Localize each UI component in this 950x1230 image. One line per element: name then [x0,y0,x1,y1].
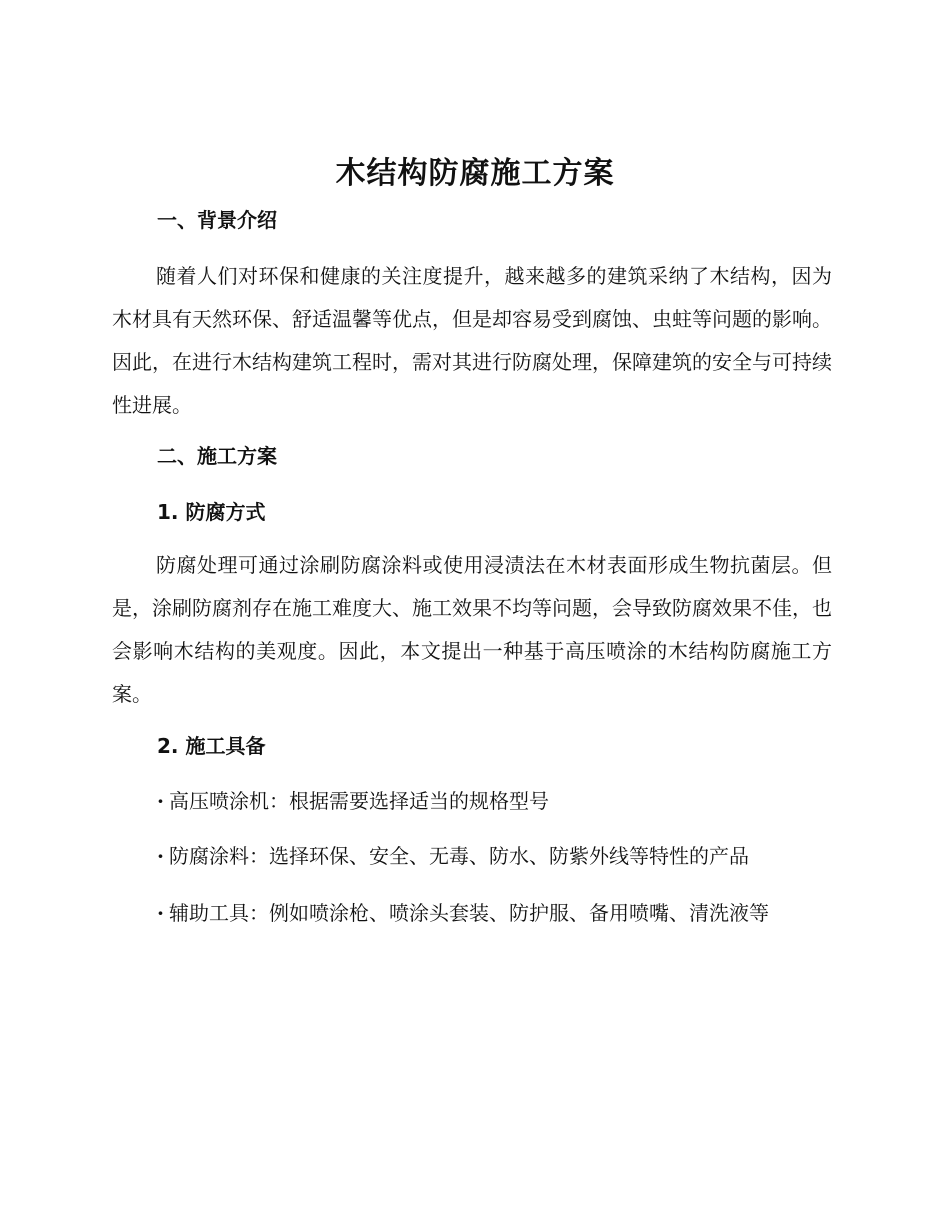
subsection-heading-method: 1. 防腐方式 [157,500,266,524]
equipment-list-item [157,898,769,928]
bullet-marker: · [157,901,164,925]
section-heading-plan: 二、施工方案 [157,444,277,468]
equipment-item-text: 高压喷涂机：根据需要选择适当的规格型号 [169,789,549,813]
bullet-marker: · [157,844,164,868]
subsection-heading-equipment: 2. 施工具备 [157,734,266,758]
section-heading-background: 一、背景介绍 [157,208,277,232]
equipment-item-text: 辅助工具：例如喷涂枪、喷涂头套装、防护服、备用喷嘴、清洗液等 [169,901,769,925]
document-title: 木结构防腐施工方案 [335,156,615,191]
method-paragraph: 防腐处理可通过涂刷防腐涂料或使用浸渍法在木材表面形成生物抗菌层。但是，涂刷防腐剂存在施工难度大、施工效果不均等问题，会导致防腐效果不佳，也会影响木结构的美观度。因此，本文提出一种基于高压喷涂的木结构防腐施工方案。 [112,553,832,706]
equipment-item-text: 防腐涂料：选择环保、安全、无毒、防水、防紫外线等特性的产品 [169,844,749,868]
bullet-marker: · [157,789,164,813]
background-paragraph: 随着人们对环保和健康的关注度提升，越来越多的建筑采纳了木结构，因为木材具有天然环保、舒适温馨等优点，但是却容易受到腐蚀、虫蛀等问题的影响。因此，在进行木结构建筑工程时，需对其进行防腐处理，保障建筑的安全与可持续性进展。 [112,264,832,417]
equipment-list-item [157,841,749,871]
equipment-list-item [157,786,549,816]
